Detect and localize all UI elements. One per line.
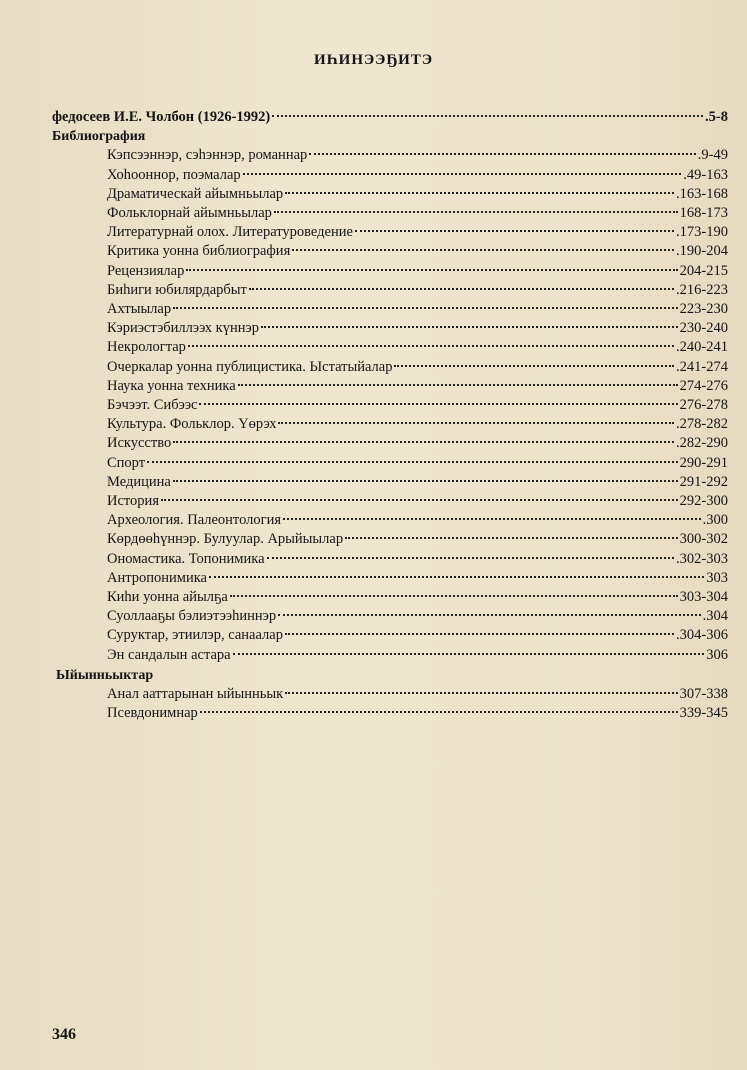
page-title: ИҺИНЭЭҔИТЭ xyxy=(313,52,434,68)
toc-entry-pages: .9-49 xyxy=(697,147,728,164)
toc-entry-pages: .216-223 xyxy=(676,281,728,298)
leader-dots xyxy=(188,345,674,347)
toc-entry-pages: 303-304 xyxy=(679,589,728,606)
leader-dots xyxy=(261,326,678,328)
toc-entry-label: Киһи уонна айылҕа xyxy=(107,589,228,606)
toc-entry-pages: .49-163 xyxy=(683,166,728,183)
leader-dots xyxy=(274,211,678,213)
toc-entry-pages: 168-173 xyxy=(679,205,728,222)
toc-entry-label: Көрдөөһүннэр. Булуулар. Арыйыылар xyxy=(107,531,344,548)
toc-entry-label: Суруктар, этиилэр, санаалар xyxy=(107,627,283,644)
toc-entry-pages: 204-215 xyxy=(679,262,728,279)
toc-entry-pages: 290-291 xyxy=(679,454,728,471)
toc-entry xyxy=(52,646,728,665)
toc-entry xyxy=(52,281,728,300)
toc-entry xyxy=(52,473,728,492)
toc-entry-label: Литературнай олох. Литературоведение xyxy=(107,224,353,241)
toc-entry-label: Антропонимика xyxy=(107,569,207,586)
toc-entry-pages: 291-292 xyxy=(679,473,728,490)
toc-entry-pages: .163-168 xyxy=(676,185,728,202)
toc-entry-pages: 292-300 xyxy=(679,493,728,510)
toc-entry-pages: 339-345 xyxy=(679,705,728,722)
toc-entry-label: Бэчээт. Сибээс xyxy=(107,397,198,414)
toc-entry-label: федосеев И.Е. Чолбон (1926-1992) xyxy=(52,109,271,125)
toc-entry-label: Очеркалар уонна публицистика. Ыстатыйалар xyxy=(107,358,393,375)
toc-entry-label: Некрологтар xyxy=(107,339,186,356)
toc-entry xyxy=(52,607,728,626)
toc-entry-label: Критика уонна библиография xyxy=(107,243,291,260)
leader-dots xyxy=(243,173,682,175)
toc-entry xyxy=(52,166,728,185)
toc-entry xyxy=(52,626,728,645)
leader-dots xyxy=(278,614,700,616)
toc-entry xyxy=(52,242,728,261)
toc-entry xyxy=(52,685,728,704)
toc-entry xyxy=(52,223,728,242)
leader-dots xyxy=(345,537,678,539)
toc-entry-label: Биһиги юбилярдарбыт xyxy=(107,281,247,298)
leader-dots xyxy=(200,711,678,713)
toc-entry xyxy=(52,300,728,319)
toc-entry-pages: 230-240 xyxy=(679,320,728,337)
toc-entry-label: Рецензиялар xyxy=(107,262,185,279)
toc-entry-pages: 274-276 xyxy=(679,377,728,394)
leader-dots xyxy=(355,230,674,232)
toc-entry-label: Драматическай айымньылар xyxy=(107,185,284,202)
toc-entry-pages: .278-282 xyxy=(676,416,728,433)
toc-entry-pages: 223-230 xyxy=(679,301,728,318)
leader-dots xyxy=(161,499,678,501)
toc-entry-pages: .173-190 xyxy=(676,224,728,241)
toc-entry xyxy=(52,704,728,723)
toc-entry xyxy=(52,262,728,281)
leader-dots xyxy=(267,557,675,559)
toc-entry-label: Археология. Палеонтология xyxy=(107,512,281,529)
toc-entry-pages: 306 xyxy=(706,646,728,663)
toc-entry xyxy=(52,434,728,453)
toc-entry-pages: .304-306 xyxy=(676,627,728,644)
toc-entry-label: Псевдонимнар xyxy=(107,705,198,722)
section-heading-indexes: Ыйынньыктар xyxy=(56,667,154,683)
toc-entry-label: Фольклорнай айымньылар xyxy=(107,205,272,222)
toc-entry-label: Наука уонна техника xyxy=(107,377,236,394)
leader-dots xyxy=(230,595,678,597)
toc-entry-label: Кэриэстэбиллээх күннэр xyxy=(107,320,259,337)
toc-entry-pages: .190-204 xyxy=(676,243,728,260)
toc-entry xyxy=(52,415,728,434)
toc-entry xyxy=(52,146,728,165)
toc-entry xyxy=(52,338,728,357)
toc-entry-lead xyxy=(52,108,728,127)
toc-entry xyxy=(52,185,728,204)
toc-entry-pages: .282-290 xyxy=(676,435,728,452)
toc-entry-pages: .241-274 xyxy=(676,358,728,375)
toc-entry xyxy=(52,396,728,415)
toc-entry-label: Суоллааҕы бэлиэтээһиннэр xyxy=(107,608,277,625)
toc-entry-pages: .302-303 xyxy=(676,550,728,567)
toc-entry xyxy=(52,550,728,569)
leader-dots xyxy=(173,441,674,443)
toc-entry-label: Эн сандалын астара xyxy=(107,646,231,663)
indexes-list xyxy=(52,685,728,723)
bibliography-list xyxy=(52,146,728,664)
toc-entry-label: Кэпсээннэр, сэһэннэр, романнар xyxy=(107,147,308,164)
toc-entry xyxy=(52,492,728,511)
toc-entry-label: Искусство xyxy=(107,435,172,452)
leader-dots xyxy=(249,288,674,290)
toc-entry xyxy=(52,377,728,396)
toc-entry-label: Медицина xyxy=(107,473,171,490)
leader-dots xyxy=(233,653,705,655)
toc-entry-label: Спорт xyxy=(107,454,146,471)
toc-entry xyxy=(52,319,728,338)
leader-dots xyxy=(238,384,678,386)
leader-dots xyxy=(394,365,674,367)
leader-dots xyxy=(186,269,677,271)
leader-dots xyxy=(199,403,677,405)
leader-dots xyxy=(173,307,678,309)
toc-entry xyxy=(52,358,728,377)
leader-dots xyxy=(285,192,674,194)
toc-entry xyxy=(52,569,728,588)
leader-dots xyxy=(278,422,674,424)
toc-entry-label: Ахтыылар xyxy=(107,301,172,318)
page-number: 346 xyxy=(52,1026,76,1043)
toc-entry-pages: 307-338 xyxy=(679,686,728,703)
toc-entry-pages: .240-241 xyxy=(676,339,728,356)
leader-dots xyxy=(292,249,674,251)
toc-entry-label: Хоһооннор, поэмалар xyxy=(107,166,241,183)
toc-entry xyxy=(52,588,728,607)
leader-dots xyxy=(209,576,704,578)
leader-dots xyxy=(272,115,703,117)
toc-entry-pages: 303 xyxy=(706,569,728,586)
toc-entry-pages: .300 xyxy=(702,512,728,529)
toc-entry-pages: 300-302 xyxy=(679,531,728,548)
toc-entry-label: История xyxy=(107,493,159,510)
toc-entry-pages: .5-8 xyxy=(705,109,728,125)
leader-dots xyxy=(285,633,674,635)
section-heading-bibliography: Библиография xyxy=(52,129,146,145)
toc-entry-label: Анал ааттарынан ыйынньык xyxy=(107,686,284,703)
leader-dots xyxy=(147,461,678,463)
table-of-contents xyxy=(52,108,728,724)
toc-entry xyxy=(52,454,728,473)
toc-entry xyxy=(52,204,728,223)
toc-entry-pages: .304 xyxy=(702,608,728,625)
toc-entry-label: Ономастика. Топонимика xyxy=(107,550,265,567)
toc-entry xyxy=(52,511,728,530)
toc-entry-pages: 276-278 xyxy=(679,397,728,414)
toc-entry xyxy=(52,530,728,549)
leader-dots xyxy=(173,480,678,482)
leader-dots xyxy=(283,518,701,520)
toc-entry-label: Культура. Фольклор. Үөрэх xyxy=(107,416,277,433)
leader-dots xyxy=(309,153,696,155)
leader-dots xyxy=(285,692,677,694)
